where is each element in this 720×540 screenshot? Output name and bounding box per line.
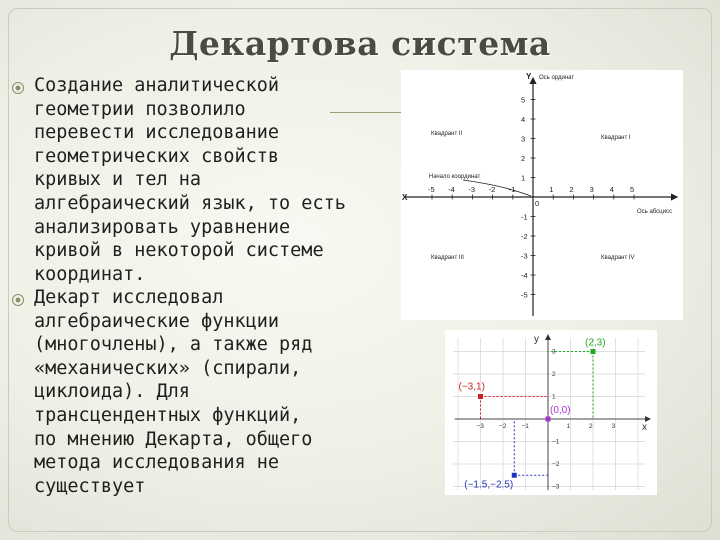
points-x-tick-label: 3: [611, 423, 616, 430]
points-y-tick-label: −1: [552, 438, 560, 446]
bullet-line: метода исследования не: [34, 452, 280, 474]
bullet-line: «механических» (спирали,: [34, 357, 302, 379]
points-diagram: [445, 330, 657, 495]
bullet-text-2: [34, 286, 399, 498]
bullet-line: циклоида). Для: [34, 381, 190, 403]
x-tick-label: -4: [448, 185, 455, 194]
quadrant-4-label: Квадрант IV: [601, 255, 635, 261]
slide-title: Декартова система: [169, 24, 551, 63]
quadrant-3-label: Квадрант III: [431, 255, 464, 261]
points-grid: [453, 338, 645, 490]
points-x-tick-label: 1: [566, 423, 571, 430]
x-tick-label: 1: [549, 185, 554, 194]
bullet-line: алгебраические функции: [34, 310, 280, 332]
y-tick-label: -3: [521, 251, 528, 261]
y-tick-label: 2: [521, 154, 526, 163]
y-tick-label: 4: [521, 115, 526, 124]
points-diagram-svg: [445, 330, 657, 495]
point-marker: [546, 417, 551, 422]
bullet-circle-icon: [12, 294, 24, 306]
y-tick-label: -1: [521, 212, 528, 222]
x-tick-label: 2: [569, 185, 574, 194]
point-label: (2,3): [585, 337, 606, 349]
y-axis-name: Ось ординат: [539, 75, 575, 81]
origin-label: Начало координат: [429, 174, 481, 180]
points-y-letter: y: [534, 334, 539, 345]
bullet-line: (многочлены), а также ряд: [34, 334, 313, 356]
point-marker: [512, 473, 517, 478]
bullet-text-1: [34, 74, 399, 286]
points-y-tick-label: −3: [552, 483, 560, 491]
points-x-tick-label: −1: [521, 423, 529, 430]
x-tick-label: -5: [428, 185, 435, 194]
bullet-circle-icon: [12, 82, 24, 94]
quadrant-1-label: Квадрант I: [601, 135, 631, 141]
bullet-line: по мнению Декарта, общего: [34, 428, 313, 450]
bullet-line: геометрии позволило: [34, 98, 246, 120]
bullet-line: алгебраический язык, то есть: [34, 192, 346, 214]
quadrant-diagram-svg: [401, 70, 683, 320]
bullet-line: Декарт исследовал: [34, 287, 224, 308]
bullet-line: существует: [34, 475, 146, 497]
quadrant-diagram: [401, 70, 683, 320]
points-x-letter: x: [642, 422, 647, 433]
x-tick-label: -1: [508, 185, 516, 194]
y-tick-label: -5: [521, 290, 528, 300]
point-label: (0,0): [550, 405, 571, 416]
points-y-tick-label: −2: [552, 461, 560, 468]
bullet-line: Создание аналитической: [34, 75, 280, 96]
origin-tick-label: 0: [535, 199, 540, 208]
x-axis-name: Ось абсцисс: [637, 209, 672, 215]
point-marker: [478, 394, 483, 399]
y-tick-label: 1: [521, 173, 526, 183]
points-y-tick-label: 2: [552, 371, 556, 378]
x-tick-label: -2: [488, 185, 496, 194]
bullet-line: кривой в некоторой системе: [34, 240, 324, 262]
bullet-line: геометрических свойств: [34, 145, 280, 167]
points-x-tick-label: 2: [589, 423, 593, 430]
y-tick-label: -4: [521, 271, 528, 280]
bullet-line: кривых и тел на: [34, 169, 202, 191]
points-y-tick-label: 1: [552, 393, 556, 401]
bullet-line: перевести исследование: [34, 122, 280, 144]
x-tick-label: 3: [589, 185, 594, 194]
x-axis-letter: X: [402, 193, 408, 202]
bullet-line: координат.: [34, 263, 146, 285]
y-tick-label: 3: [521, 134, 526, 144]
quadrant-2-label: Квадрант II: [431, 131, 463, 137]
x-tick-label: 4: [609, 185, 614, 194]
point-label: (−3,1): [458, 381, 485, 393]
y-tick-label: 5: [521, 95, 526, 105]
point-label: (−1.5,−2.5): [464, 479, 514, 491]
bullet-line: анализировать уравнение: [34, 216, 291, 238]
y-tick-label: -2: [521, 232, 528, 241]
x-tick-label: 5: [630, 185, 635, 194]
points-x-tick-label: −2: [499, 423, 507, 430]
points-y-tick-label: 3: [552, 348, 556, 356]
point-marker: [591, 349, 596, 354]
bullet-line: трансцендентных функций,: [34, 404, 302, 426]
points-x-tick-label: −3: [476, 423, 484, 430]
x-tick-label: -3: [468, 185, 476, 194]
y-axis-letter: Y: [526, 72, 532, 81]
